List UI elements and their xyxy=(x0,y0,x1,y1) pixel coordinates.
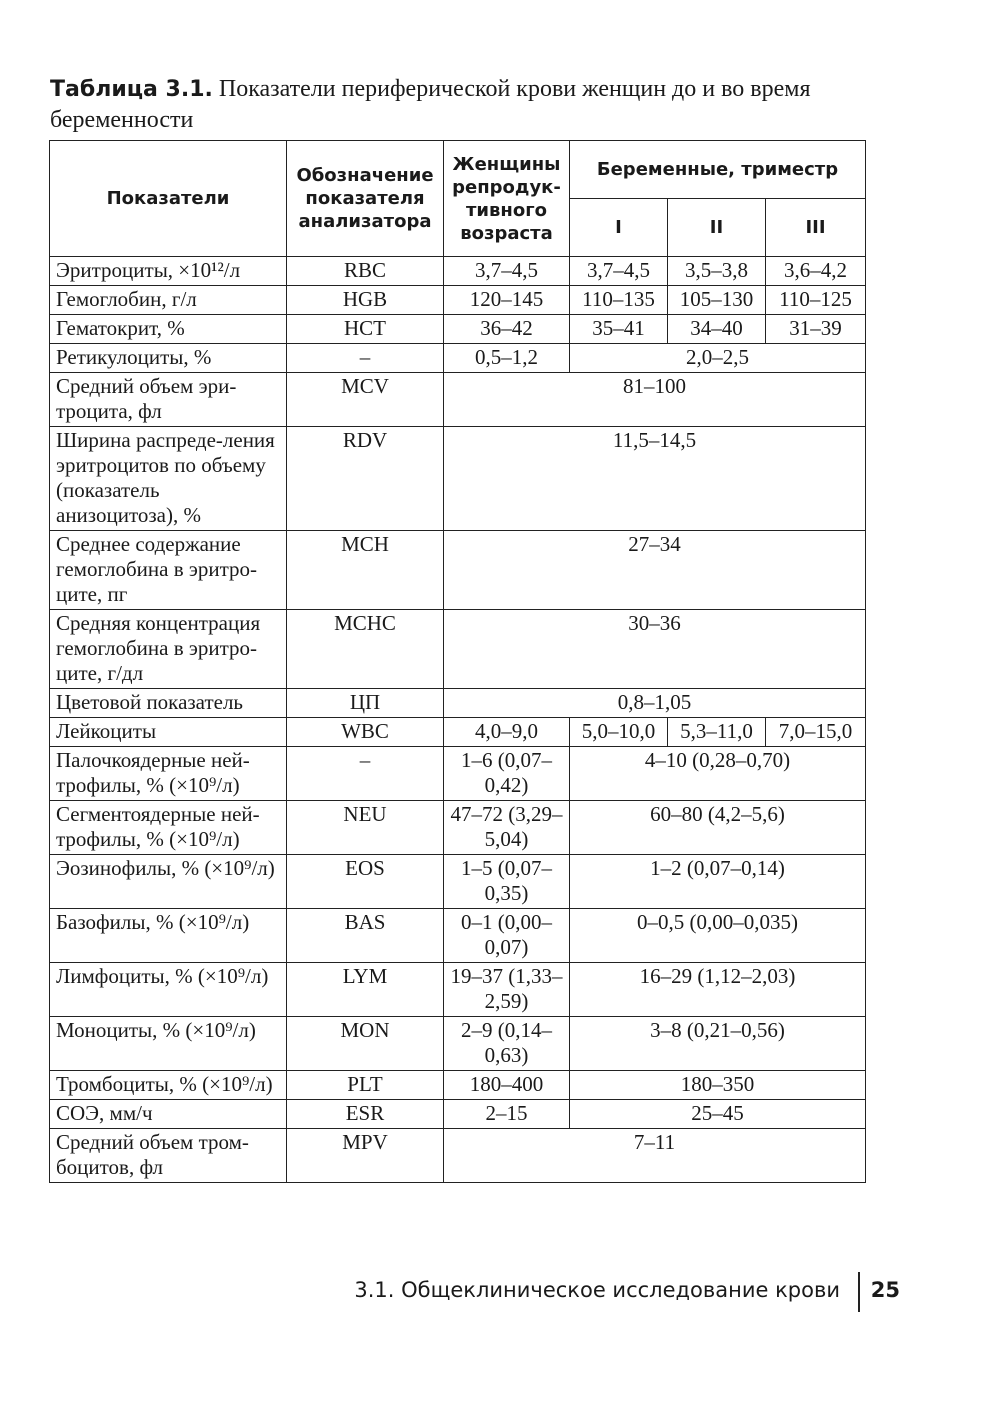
table-row xyxy=(50,1100,866,1129)
caption-text: Показатели периферической крови женщин до и во время беременности xyxy=(50,76,811,133)
indicator-name: Сегментоядерные ней-трофилы, % (×10⁹/л) xyxy=(50,801,287,855)
indicator-name: Цветовой показатель xyxy=(50,689,287,718)
analyzer-code: MPV xyxy=(287,1129,444,1183)
all-value: 11,5–14,5 xyxy=(444,427,866,531)
table-row xyxy=(50,689,866,718)
table-row xyxy=(50,1129,866,1183)
page-number: 25 xyxy=(870,1278,900,1302)
trimester-3-value: 110–125 xyxy=(766,286,866,315)
all-value: 7–11 xyxy=(444,1129,866,1183)
indicator-name: СОЭ, мм/ч xyxy=(50,1100,287,1129)
table-row xyxy=(50,718,866,747)
trimester-2-value: 105–130 xyxy=(668,286,766,315)
analyzer-code: MCHC xyxy=(287,610,444,689)
table-row xyxy=(50,373,866,427)
table-row xyxy=(50,909,866,963)
table-row xyxy=(50,427,866,531)
indicator-name: Лимфоциты, % (×10⁹/л) xyxy=(50,963,287,1017)
women-value: 19–37 (1,33–2,59) xyxy=(444,963,570,1017)
pregnant-value: 3–8 (0,21–0,56) xyxy=(570,1017,866,1071)
table-caption xyxy=(50,74,870,135)
analyzer-code: EOS xyxy=(287,855,444,909)
women-value: 180–400 xyxy=(444,1071,570,1100)
table-row xyxy=(50,315,866,344)
indicator-name: Средний объем эри-троцита, фл xyxy=(50,373,287,427)
header-trimester-1: I xyxy=(570,199,668,257)
trimester-3-value: 7,0–15,0 xyxy=(766,718,866,747)
indicator-name: Базофилы, % (×10⁹/л) xyxy=(50,909,287,963)
header-trimester-3: III xyxy=(766,199,866,257)
analyzer-code: HGB xyxy=(287,286,444,315)
women-value: 47–72 (3,29–5,04) xyxy=(444,801,570,855)
analyzer-code: – xyxy=(287,344,444,373)
indicator-name: Средняя концентрация гемоглобина в эритро-ците, г/дл xyxy=(50,610,287,689)
header-indicator: Показатели xyxy=(50,141,287,257)
header-analyzer-code: Обозначение показателя анализатора xyxy=(287,141,444,257)
table-row xyxy=(50,286,866,315)
table-row xyxy=(50,963,866,1017)
analyzer-code: ЦП xyxy=(287,689,444,718)
indicator-name: Тромбоциты, % (×10⁹/л) xyxy=(50,1071,287,1100)
analyzer-code: NEU xyxy=(287,801,444,855)
analyzer-code: RDV xyxy=(287,427,444,531)
indicator-name: Среднее содержание гемоглобина в эритро-ците, пг xyxy=(50,531,287,610)
pregnant-value: 4–10 (0,28–0,70) xyxy=(570,747,866,801)
caption-label: Таблица 3.1. xyxy=(50,77,213,102)
analyzer-code: LYM xyxy=(287,963,444,1017)
section-title: 3.1. Общеклиническое исследование крови xyxy=(354,1278,840,1302)
women-value: 0,5–1,2 xyxy=(444,344,570,373)
pregnant-value: 1–2 (0,07–0,14) xyxy=(570,855,866,909)
pregnant-value: 2,0–2,5 xyxy=(570,344,866,373)
women-value: 36–42 xyxy=(444,315,570,344)
footer-divider xyxy=(858,1272,860,1312)
table-row xyxy=(50,1071,866,1100)
women-value: 120–145 xyxy=(444,286,570,315)
header-trimester-2: II xyxy=(668,199,766,257)
analyzer-code: – xyxy=(287,747,444,801)
trimester-2-value: 3,5–3,8 xyxy=(668,257,766,286)
indicator-name: Лейкоциты xyxy=(50,718,287,747)
analyzer-code: ESR xyxy=(287,1100,444,1129)
table-row xyxy=(50,855,866,909)
analyzer-code: RBC xyxy=(287,257,444,286)
pregnant-value: 60–80 (4,2–5,6) xyxy=(570,801,866,855)
analyzer-code: WBC xyxy=(287,718,444,747)
trimester-1-value: 5,0–10,0 xyxy=(570,718,668,747)
indicator-name: Ретикулоциты, % xyxy=(50,344,287,373)
analyzer-code: PLT xyxy=(287,1071,444,1100)
indicator-name: Моноциты, % (×10⁹/л) xyxy=(50,1017,287,1071)
all-value: 81–100 xyxy=(444,373,866,427)
analyzer-code: MON xyxy=(287,1017,444,1071)
table-row xyxy=(50,801,866,855)
indicator-name: Палочкоядерные ней-трофилы, % (×10⁹/л) xyxy=(50,747,287,801)
table-row xyxy=(50,531,866,610)
indicator-name: Гемоглобин, г/л xyxy=(50,286,287,315)
blood-indicators-table xyxy=(49,140,866,1183)
analyzer-code: BAS xyxy=(287,909,444,963)
women-value: 4,0–9,0 xyxy=(444,718,570,747)
table-row xyxy=(50,344,866,373)
women-value: 1–5 (0,07–0,35) xyxy=(444,855,570,909)
indicator-name: Ширина распреде-ления эритроцитов по объему (показатель анизоцитоза), % xyxy=(50,427,287,531)
table-row xyxy=(50,747,866,801)
indicator-name: Средний объем тром-боцитов, фл xyxy=(50,1129,287,1183)
page-footer xyxy=(354,1272,900,1312)
header-pregnant-trimester: Беременные, триместр xyxy=(570,141,866,199)
all-value: 27–34 xyxy=(444,531,866,610)
trimester-1-value: 3,7–4,5 xyxy=(570,257,668,286)
indicator-name: Гематокрит, % xyxy=(50,315,287,344)
indicator-name: Эозинофилы, % (×10⁹/л) xyxy=(50,855,287,909)
pregnant-value: 25–45 xyxy=(570,1100,866,1129)
trimester-2-value: 5,3–11,0 xyxy=(668,718,766,747)
trimester-3-value: 31–39 xyxy=(766,315,866,344)
trimester-3-value: 3,6–4,2 xyxy=(766,257,866,286)
indicator-name: Эритроциты, ×10¹²/л xyxy=(50,257,287,286)
women-value: 3,7–4,5 xyxy=(444,257,570,286)
women-value: 0–1 (0,00–0,07) xyxy=(444,909,570,963)
women-value: 2–15 xyxy=(444,1100,570,1129)
pregnant-value: 180–350 xyxy=(570,1071,866,1100)
analyzer-code: HCT xyxy=(287,315,444,344)
table-row xyxy=(50,257,866,286)
header-reproductive-women: Женщины репродук-тивного возраста xyxy=(444,141,570,257)
trimester-1-value: 35–41 xyxy=(570,315,668,344)
trimester-2-value: 34–40 xyxy=(668,315,766,344)
pregnant-value: 16–29 (1,12–2,03) xyxy=(570,963,866,1017)
women-value: 2–9 (0,14–0,63) xyxy=(444,1017,570,1071)
table-row xyxy=(50,610,866,689)
analyzer-code: MCV xyxy=(287,373,444,427)
women-value: 1–6 (0,07–0,42) xyxy=(444,747,570,801)
table-row xyxy=(50,1017,866,1071)
analyzer-code: MCH xyxy=(287,531,444,610)
all-value: 30–36 xyxy=(444,610,866,689)
pregnant-value: 0–0,5 (0,00–0,035) xyxy=(570,909,866,963)
trimester-1-value: 110–135 xyxy=(570,286,668,315)
all-value: 0,8–1,05 xyxy=(444,689,866,718)
